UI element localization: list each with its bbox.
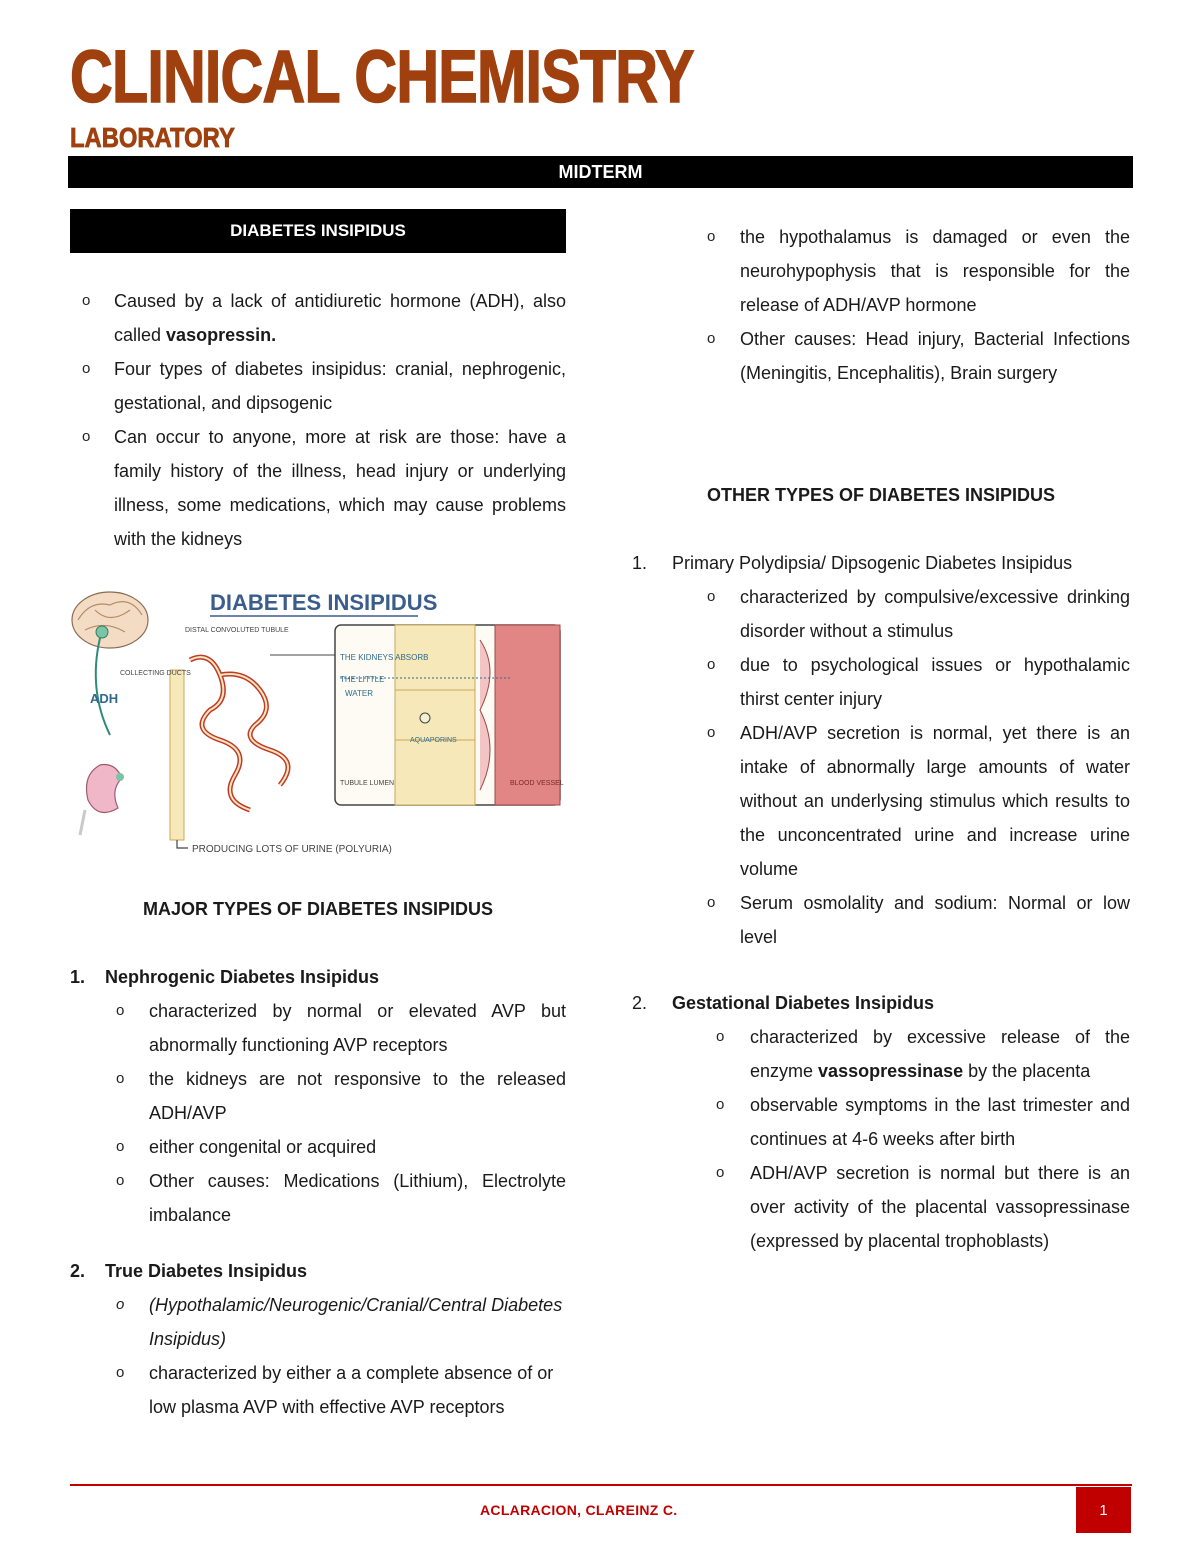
other-item-heading: 1. Primary Polydipsia/ Dipsogenic Diabetes Insipidus [632, 553, 1073, 573]
other-item-heading: 2. Gestational Diabetes Insipidus [632, 993, 935, 1013]
brain-icon [72, 592, 148, 648]
diabetes-insipidus-illustration [70, 580, 566, 855]
list-item: o characterized by compulsive/excessive drinking disorder without a stimulus [632, 580, 1130, 648]
list-item: o either congenital or acquired [70, 1130, 566, 1164]
figure-label-adh: ADH [90, 691, 119, 706]
list-item: o characterized by normal or elevated AVP but abnormally functioning AVP receptors [70, 994, 566, 1062]
figure-label-urine: PRODUCING LOTS OF URINE (POLYURIA) [192, 844, 392, 855]
major-types-section [70, 892, 566, 1424]
list-item: o the kidneys are not responsive to the released ADH/AVP [70, 1062, 566, 1130]
document-title: CLINICAL CHEMISTRY [70, 35, 694, 118]
figure-title: DIABETES INSIPIDUS [210, 590, 438, 615]
major-item-bullets [70, 994, 566, 1232]
list-item: o (Hypothalamic/Neurogenic/Cranial/Central Diabetes Insipidus) [70, 1288, 566, 1356]
list-item: o ADH/AVP secretion is normal but there is an over activity of the placental vassopressinase (expressed by placental trophoblasts) [632, 1156, 1130, 1258]
list-item: o ADH/AVP secretion is normal, yet there is an intake of abnormally large amounts of water without an underlysing stimulus which results to the unconcentrated urine and increase urine volume [632, 716, 1130, 886]
midterm-banner [68, 156, 1133, 188]
other-types-heading: OTHER TYPES OF DIABETES INSIPIDUS [706, 485, 1056, 505]
figure-label-aquaporins: AQUAPORINS [410, 737, 457, 744]
figure-label-collecting: COLLECTING DUCTS [120, 670, 191, 677]
page-number: 1 [1099, 1501, 1108, 1519]
list-item: o Other causes: Medications (Lithium), Electrolyte imbalance [70, 1164, 566, 1232]
list-item: o characterized by excessive release of the enzyme vassopressinase by the placenta [632, 1020, 1130, 1088]
page-number-box [1076, 1487, 1131, 1533]
figure-label-water: WATER [345, 689, 373, 698]
list-item: o the hypothalamus is damaged or even the neurohypophysis that is responsible for the release of ADH/AVP hormone [632, 220, 1130, 322]
footer-author: ACLARACION, CLAREINZ C. [480, 1502, 678, 1518]
list-item: o observable symptoms in the last trimester and continues at 4-6 weeks after birth [632, 1088, 1130, 1156]
figure-label-little: THE LITTLE [340, 675, 385, 684]
figure-label-tubule: TUBULE LUMEN [340, 780, 395, 787]
list-item: o characterized by either a a complete absence of or low plasma AVP with effective AVP receptors [70, 1356, 566, 1424]
major-item-bullets [70, 1288, 566, 1424]
document-subtitle: LABORATORY [70, 122, 235, 153]
list-item: o Serum osmolality and sodium: Normal or low level [632, 886, 1130, 954]
right-top-bullets [632, 220, 1130, 390]
list-item: o due to psychological issues or hypothalamic thirst center injury [632, 648, 1130, 716]
other-item-bullets [632, 1020, 1130, 1258]
intro-bullet: o Four types of diabetes insipidus: cranial, nephrogenic, gestational, and dipsogenic [70, 352, 566, 420]
intro-bullet: o Caused by a lack of antidiuretic hormone (ADH), also called vasopressin. [70, 284, 566, 352]
kidney-icon [80, 765, 124, 835]
other-types-section [632, 478, 1130, 1258]
figure-label-blood: BLOOD VESSEL [510, 780, 564, 787]
section-banner [70, 209, 566, 253]
footer-divider [70, 1484, 1132, 1486]
intro-bullet: o Can occur to anyone, more at risk are those: have a family history of the illness, head injury or underlying illness, some medications, which may cause problems with the kidneys [70, 420, 566, 556]
major-item-heading: 1. Nephrogenic Diabetes Insipidus [70, 967, 380, 987]
major-item-heading: 2. True Diabetes Insipidus [70, 1261, 308, 1281]
list-item: o Other causes: Head injury, Bacterial Infections (Meningitis, Encephalitis), Brain surgery [632, 322, 1130, 390]
intro-bullets [70, 284, 566, 556]
other-item-bullets [632, 580, 1130, 954]
major-types-heading: MAJOR TYPES OF DIABETES INSIPIDUS [142, 899, 494, 919]
section-title: DIABETES INSIPIDUS [230, 221, 406, 240]
figure-label-distal: DISTAL CONVOLUTED TUBULE [185, 627, 289, 634]
midterm-label: MIDTERM [558, 161, 643, 182]
figure-label-kidneys: THE KIDNEYS ABSORB [340, 653, 429, 662]
